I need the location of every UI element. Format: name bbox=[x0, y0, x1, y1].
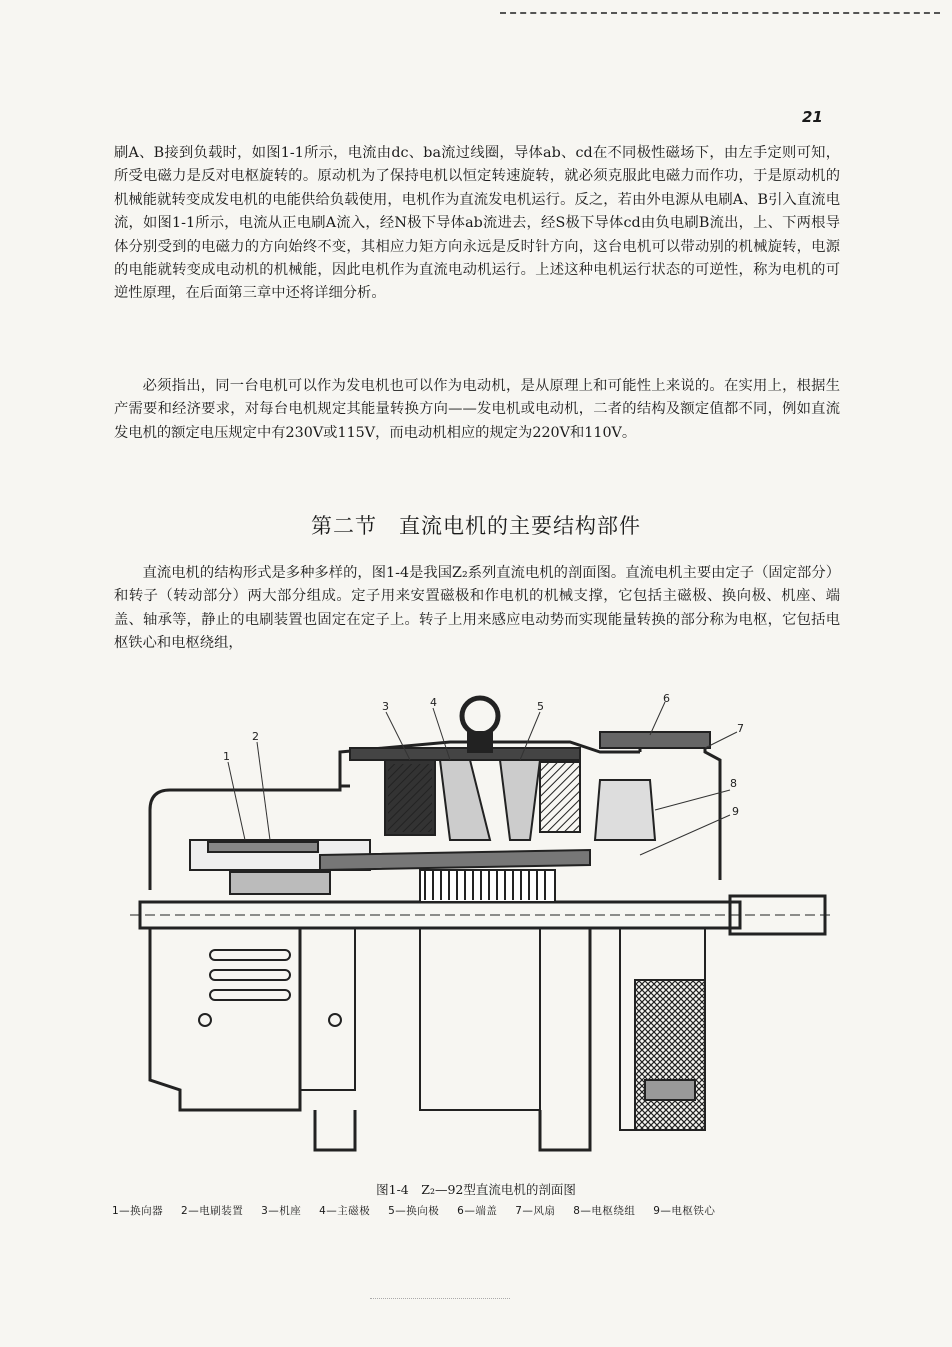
legend-item: 4—主磁极 bbox=[319, 1205, 371, 1217]
callout-8: 8 bbox=[730, 777, 737, 790]
brush-holder bbox=[230, 872, 330, 894]
dc-motor-cross-section-figure bbox=[120, 690, 840, 1170]
callout-2: 2 bbox=[252, 730, 259, 743]
callout-6: 6 bbox=[663, 692, 670, 705]
legend-item: 1—换向器 bbox=[112, 1205, 164, 1217]
paragraph-2-text: 必须指出，同一台电机可以作为发电机也可以作为电动机，是从原理上和可能性上来说的。在实用上，根据生产需要和经济要求，对每台电机规定其能量转换方向——发电机或电动机，二者的结构及额定值都不同，例如直流发电机的额定电压规定中有230V或115V，而电动机相应的规定为220V和110V。 bbox=[114, 378, 840, 441]
scan-noise-dots bbox=[370, 1298, 510, 1299]
page-number: 21 bbox=[802, 108, 823, 126]
callout-3: 3 bbox=[382, 700, 389, 713]
frame-plate bbox=[350, 748, 580, 760]
fan bbox=[595, 780, 655, 840]
callout-5: 5 bbox=[537, 700, 544, 713]
armature-core bbox=[420, 870, 555, 902]
legend-item: 5—换向极 bbox=[388, 1205, 440, 1217]
callout-1: 1 bbox=[223, 750, 230, 763]
figure-legend bbox=[112, 1203, 852, 1218]
legend-item: 6—端盖 bbox=[457, 1205, 498, 1217]
bearing bbox=[635, 980, 705, 1130]
legend-item: 9—电枢铁心 bbox=[653, 1205, 716, 1217]
paragraph-1 bbox=[114, 142, 840, 306]
callout-4: 4 bbox=[430, 696, 437, 709]
top-dashed-rule bbox=[500, 12, 940, 14]
lifting-eye bbox=[462, 698, 498, 734]
paragraph-3 bbox=[114, 562, 840, 656]
legend-item: 7—风扇 bbox=[515, 1205, 556, 1217]
section-title: 第二节 直流电机的主要结构部件 bbox=[311, 514, 641, 538]
paragraph-1-text: 刷A、B接到负载时，如图1-1所示，电流由dc、ba流过线圈，导体ab、cd在不同极性磁场下，由左手定则可知，所受电磁力是反对电枢旋转的。原动机为了保持电机以恒定转速旋转，就必须克服此电磁力而作功，于是原动机的机械能就转变成发电机的电能供给负载使用，电机作为直流发电机运行。反之，若由外电源从电刷A、B引入直流电流，如图1-1所示，电流从正电刷A流入，经N极下导体ab流进去，经S极下导体cd由负电刷B流出，上、下两根导体分别受到的电磁力的方向始终不变，其相应力矩方向永远是反时针方向，这台电机可以带动别的机械旋转，电源的电能就转变成电动机的机械能，因此电机作为直流电动机运行。上述这种电机运行状态的可逆性，称为电机的可逆性原理，在后面第三章中还将详细分析。 bbox=[114, 145, 840, 302]
figure-caption: 图1-4 Z₂—92型直流电机的剖面图 bbox=[376, 1182, 576, 1197]
legend-item: 3—机座 bbox=[261, 1205, 302, 1217]
paragraph-3-text: 直流电机的结构形式是多种多样的，图1-4是我国Z₂系列直流电机的剖面图。直流电机主要由定子（固定部分）和转子（转动部分）两大部分组成。定子用来安置磁极和作电机的机械支撑，它包括主磁极、换向极、机座、端盖、轴承等，静止的电刷装置也固定在定子上。转子上用来感应电动势而实现能量转换的部分称为电枢，它包括电枢铁心和电枢绕组， bbox=[114, 565, 840, 652]
paragraph-2 bbox=[114, 375, 840, 445]
legend-item: 8—电枢绕组 bbox=[573, 1205, 636, 1217]
callout-7: 7 bbox=[737, 722, 744, 735]
legend-item: 2—电刷装置 bbox=[181, 1205, 244, 1217]
callout-9: 9 bbox=[732, 805, 739, 818]
